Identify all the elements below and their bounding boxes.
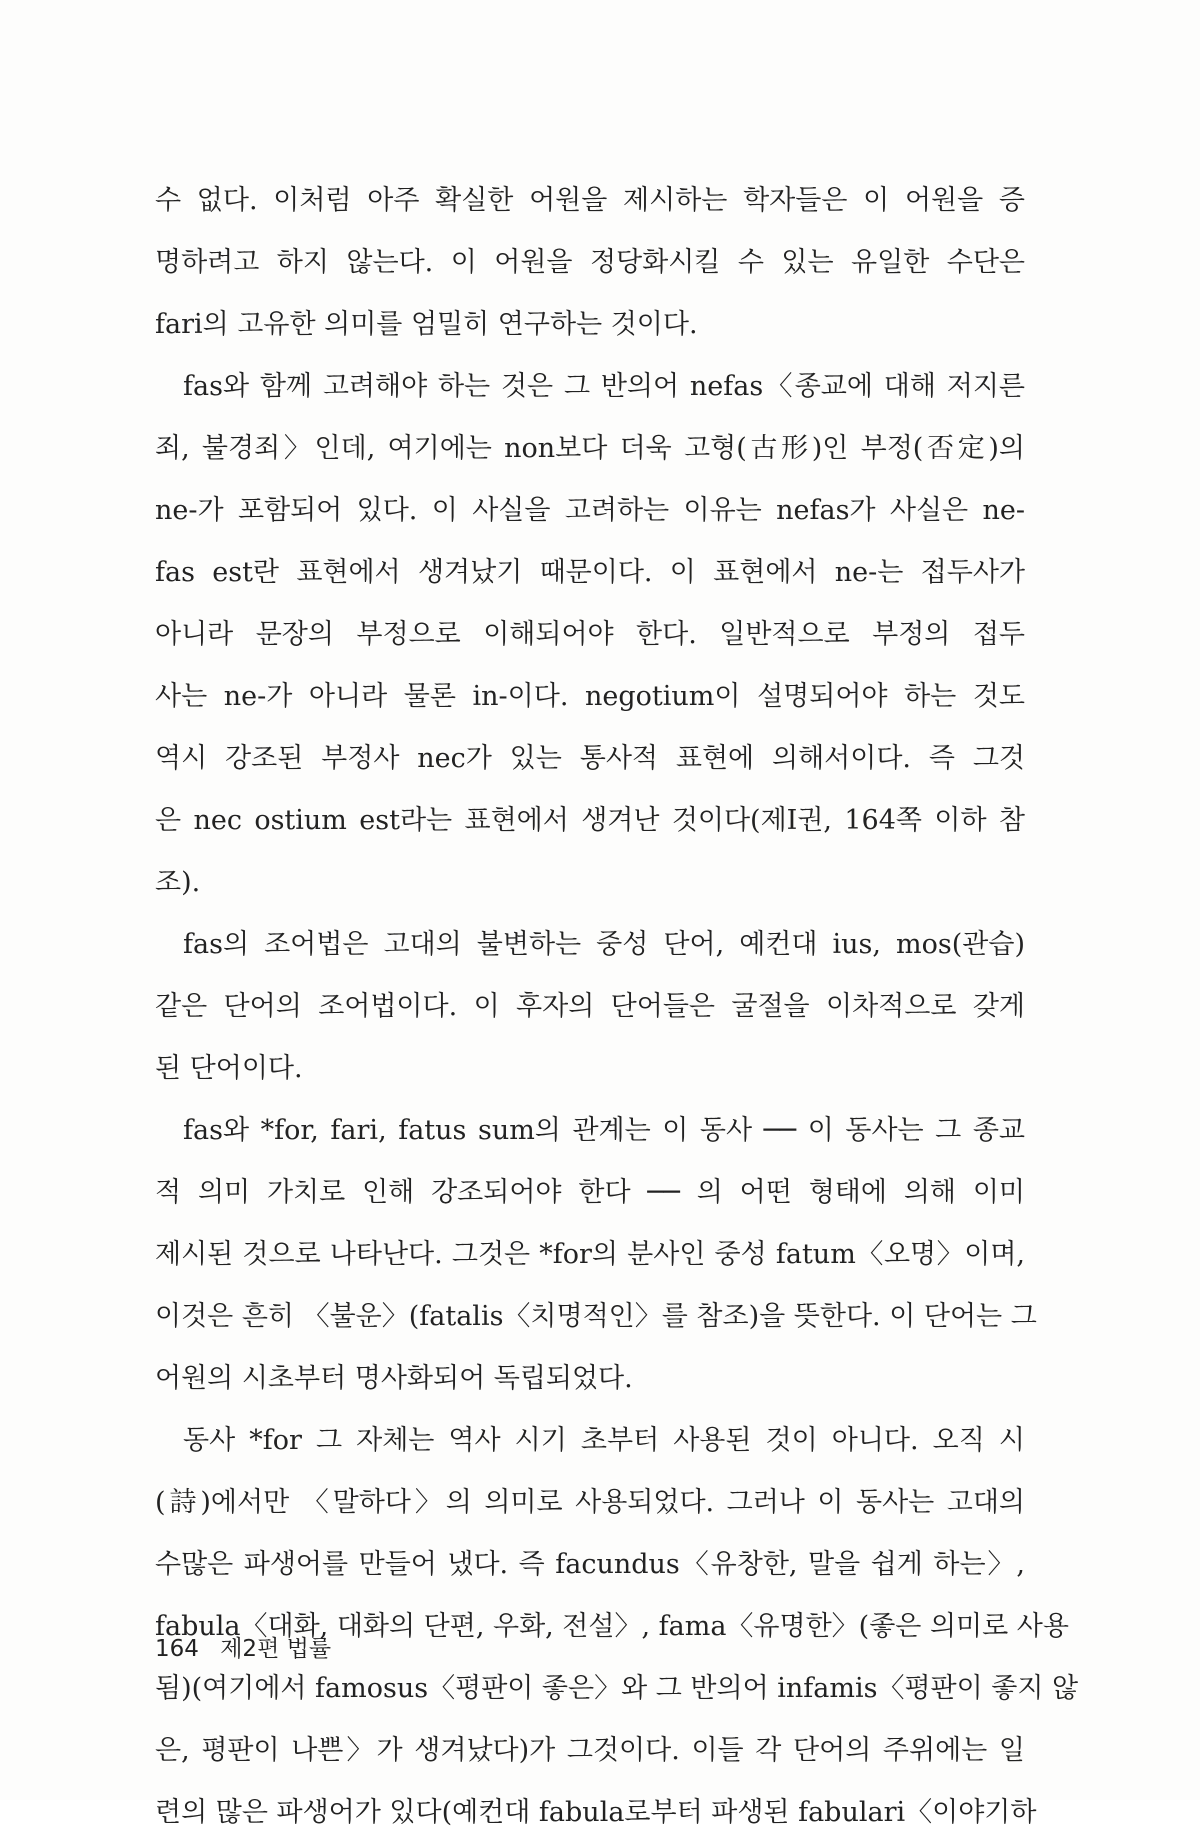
text-line-content: 됨)(여기에서 famosus〈평판이 좋은〉와 그 반의어 infamis〈평판이 좋지 않 xyxy=(155,1673,1079,1704)
text-line-content: fas의 조어법은 고대의 불변하는 중성 단어, 예컨대 ius, mos(관습) xyxy=(183,929,1025,960)
text-line xyxy=(155,790,1025,852)
text-line xyxy=(155,1286,1037,1348)
text-line-content: 어원의 시초부터 명사화되어 독립되었다. xyxy=(155,1363,633,1394)
text-line-content: 수 없다. 이처럼 아주 확실한 어원을 제시하는 학자들은 이 어원을 증 xyxy=(155,185,1025,216)
text-line-content: 조). xyxy=(155,867,201,898)
page-number: 164 xyxy=(155,1636,199,1662)
text-line xyxy=(155,356,1025,418)
text-line xyxy=(155,1038,1025,1100)
text-line-content: ne-가 포함되어 있다. 이 사실을 고려하는 이유는 nefas가 사실은 ne- xyxy=(155,495,1025,526)
text-line xyxy=(155,294,1025,356)
text-line xyxy=(155,1100,1025,1162)
text-line-content: 사는 ne-가 아니라 물론 in-이다. negotium이 설명되어야 하는 것도 xyxy=(155,681,1025,712)
text-line xyxy=(155,1658,1079,1720)
text-line-content: fas와 함께 고려해야 하는 것은 그 반의어 nefas〈종교에 대해 저지른 xyxy=(183,371,1025,402)
page-footer xyxy=(155,1630,331,1663)
text-line-content: fas est란 표현에서 생겨났기 때문이다. 이 표현에서 ne-는 접두사가 xyxy=(155,557,1025,588)
text-line-content: fabula〈대화, 대화의 단편, 우화, 전설〉, fama〈유명한〉(좋은 의미로 사용 xyxy=(155,1611,1069,1642)
text-line-content: 같은 단어의 조어법이다. 이 후자의 단어들은 굴절을 이차적으로 갖게 xyxy=(155,991,1025,1022)
text-line-content: 동사 *for 그 자체는 역사 시기 초부터 사용된 것이 아니다. 오직 시 xyxy=(183,1425,1025,1456)
text-line xyxy=(155,604,1025,666)
text-line xyxy=(155,852,1025,914)
text-line-content: 된 단어이다. xyxy=(155,1053,303,1084)
text-line-content: fari의 고유한 의미를 엄밀히 연구하는 것이다. xyxy=(155,309,698,340)
text-line-content: 명하려고 하지 않는다. 이 어원을 정당화시킬 수 있는 유일한 수단은 xyxy=(155,247,1025,278)
text-line xyxy=(155,480,1025,542)
text-line xyxy=(155,418,1025,480)
text-line xyxy=(155,976,1025,1038)
text-line xyxy=(155,232,1025,294)
text-line-content: fas와 *for, fari, fatus sum의 관계는 이 동사 ── 이 동사는 그 종교 xyxy=(183,1115,1025,1146)
text-line-content: 적 의미 가치로 인해 강조되어야 한다 ── 의 어떤 형태에 의해 이미 xyxy=(155,1177,1025,1208)
text-line xyxy=(155,1472,1025,1534)
text-line-content: 은, 평판이 나쁜〉가 생겨났다)가 그것이다. 이들 각 단어의 주위에는 일 xyxy=(155,1735,1025,1766)
text-line xyxy=(155,1410,1025,1472)
text-line xyxy=(155,170,1025,232)
text-line xyxy=(155,1720,1025,1782)
text-line xyxy=(155,666,1025,728)
text-line-content: 은 nec ostium est라는 표현에서 생겨난 것이다(제I권, 164쪽 이하 참 xyxy=(155,805,1025,836)
text-line xyxy=(155,1348,1025,1410)
text-line-content: 제시된 것으로 나타난다. 그것은 *for의 분사인 중성 fatum〈오명〉이며, xyxy=(155,1239,1025,1270)
body-text xyxy=(155,170,1079,1844)
text-line xyxy=(155,1782,1037,1844)
text-line xyxy=(155,1162,1025,1224)
section-title: 제2편 법률 xyxy=(220,1636,332,1662)
text-line-content: 수많은 파생어를 만들어 냈다. 즉 facundus〈유창한, 말을 쉽게 하는〉, xyxy=(155,1549,1025,1580)
text-line-content: (詩)에서만 〈말하다〉의 의미로 사용되었다. 그러나 이 동사는 고대의 xyxy=(155,1487,1025,1518)
text-line-content: 아니라 문장의 부정으로 이해되어야 한다. 일반적으로 부정의 접두 xyxy=(155,619,1025,650)
text-line-content: 이것은 흔히 〈불운〉(fatalis〈치명적인〉를 참조)을 뜻한다. 이 단어는 그 xyxy=(155,1301,1037,1332)
text-line xyxy=(155,542,1025,604)
text-line-content: 죄, 불경죄〉인데, 여기에는 non보다 더욱 고형(古形)인 부정(否定)의 xyxy=(155,433,1025,464)
text-line-content: 역시 강조된 부정사 nec가 있는 통사적 표현에 의해서이다. 즉 그것 xyxy=(155,743,1025,774)
text-line xyxy=(155,728,1025,790)
text-line xyxy=(155,914,1025,976)
text-line xyxy=(155,1534,1025,1596)
text-line-content: 련의 많은 파생어가 있다(예컨대 fabula로부터 파생된 fabulari〈이야기하 xyxy=(155,1797,1037,1828)
text-line xyxy=(155,1224,1025,1286)
